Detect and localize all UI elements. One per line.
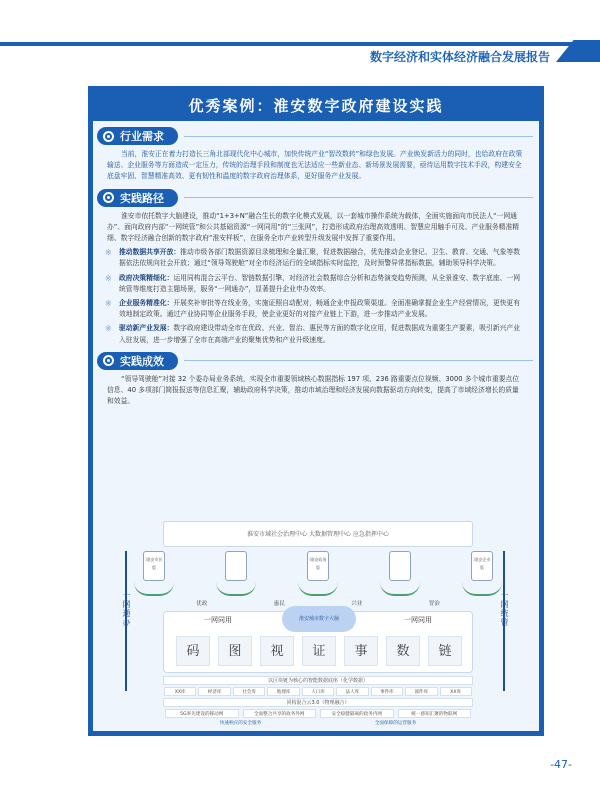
- target-icon: [103, 192, 114, 203]
- bullet-title: 企业服务精准化：: [119, 299, 174, 308]
- service-label: 全面保障的运营服务: [374, 721, 417, 726]
- report-title: 数字经济和实体经济融合发展报告: [369, 50, 550, 64]
- bullet-text: 开展奖补审批等在线业务，实施证照自动配对，畅通企业申报政策渠道。全面准确掌握企业生产经营情况，更快更有效地制定政策。通过产业协同等企业服务手段，使企业更好的对接产业链上下游，进一步推动产业发展。: [119, 299, 521, 319]
- bullet-text: 推动市级各部门数据资源目录梳理和全量汇聚，促进数据融合，优先推动企业登记、卫生、教育、交通、气象等数据依法依规向社会开放；通过“领导驾驶舱”对全市经济运行的全域指标实时监控，及时预警异常指标数据，辅助领导科学决策。: [119, 248, 521, 268]
- domain-label: 智治: [428, 601, 440, 607]
- library-item: 地理库: [267, 687, 299, 696]
- phone-label: i淮安企业版: [473, 557, 491, 570]
- library-item: XX库: [164, 687, 196, 696]
- right-label: 一网同用: [404, 616, 432, 624]
- app-phones: [143, 551, 493, 597]
- section-pill: [97, 127, 178, 145]
- capability-char: 数: [386, 636, 420, 666]
- cloud-icon: 淮安城市数字大脑: [282, 606, 356, 632]
- phone-icon: [471, 551, 493, 581]
- target-icon: [103, 355, 114, 366]
- domain-label: 兴业: [351, 601, 363, 607]
- side-left: [107, 551, 147, 691]
- case-frame: [88, 86, 544, 736]
- page-number: -47-: [550, 758, 572, 771]
- section-result-header: [97, 352, 539, 370]
- network-item: 统一感知汇聚的物联网: [398, 709, 472, 718]
- data-platform: 以区块链为核心的智能数据底座（化学数据）: [163, 676, 473, 685]
- case-title: 优秀案例：淮安数字政府建设实践: [93, 91, 539, 121]
- page-header: [0, 0, 600, 62]
- data-libraries: [163, 687, 473, 696]
- network-item: 全面整合共享的政务外网: [243, 709, 317, 718]
- result-paragraph: “领导驾驶舱”对接 32 个委办局业务系统，实现全市重要领域核心数据指标 197 项、236 路重要点位视频、3000 多个城市重要点位信息、40 多项部门简报报送等信息汇聚，辅助政府科学决策，推动市域治理和经济发展向数据驱动方向转变，提高了市域经济增长的质量和效益。: [107, 374, 520, 406]
- library-item: 人口库: [302, 687, 334, 696]
- bullet-mark: ※: [105, 248, 112, 258]
- library-item: 事件库: [371, 687, 403, 696]
- service-label: 快速响应的安全服务: [219, 721, 262, 726]
- tree-icon: [380, 582, 420, 596]
- bullet-title: 驱动新产业发展：: [119, 324, 174, 333]
- bullet-title: 推动数据共享开放：: [119, 248, 181, 257]
- bullet-mark: ※: [105, 273, 112, 283]
- tree-icon: [298, 582, 338, 596]
- capability-char: 证: [302, 636, 336, 666]
- left-label: 一网同用: [204, 616, 232, 624]
- bullet-text: 数字政府建设带动全市在优政、兴业、智治、惠民等方面的数字化应用，促进数据成为重要生产要素，吸引新兴产业入驻发展，进一步增强了全市在高端产业的聚集优势和产业升级速度。: [119, 324, 521, 344]
- divider: [184, 360, 533, 361]
- path-bullet: [93, 270, 539, 295]
- section-need-header: [97, 127, 539, 145]
- capability-char: 图: [218, 636, 252, 666]
- path-bullet: [93, 244, 539, 269]
- capability-char: 视: [260, 636, 294, 666]
- capability-chars: [176, 636, 462, 666]
- section-need-title: 行业需求: [120, 130, 164, 143]
- divider: [184, 197, 533, 198]
- need-paragraph: 当前，淮安正在着力打造长三角北部现代化中心城市，加快传统产业“智改数转”和绿色发展。产业焕发新活力的同时，也给政府在政策输送、企业服务等方面造成一定压力，传统的治理手段和制度也无法适应一些新业态、新场景发展需要，亟待运用数字技术手段，构建安全底盘牢固、智慧精准高效、更有韧性和温度的数字政府治理体系，更好服务产业发展。: [107, 150, 523, 181]
- cloud-platform: 同构混合云3.0（物理融合）: [163, 698, 473, 707]
- section-path-header: [97, 189, 539, 207]
- library-item: XX库: [440, 687, 472, 696]
- library-item: 经济库: [198, 687, 230, 696]
- tree-icon: [134, 582, 174, 596]
- domain-label: 惠民: [273, 601, 285, 607]
- side-right-label: 一网统管: [500, 591, 509, 627]
- target-icon: [103, 131, 114, 142]
- network-item: 安全稳健隔离的政务内网: [320, 709, 394, 718]
- domain-label: 优政: [196, 601, 208, 607]
- section-path-title: 实践路径: [120, 191, 164, 205]
- library-item: 部件库: [405, 687, 437, 696]
- library-item: 法人库: [336, 687, 368, 696]
- section-result-title: 实践成效: [120, 354, 164, 368]
- section-pill: [97, 352, 178, 370]
- capability-char: 链: [428, 636, 462, 666]
- phone-icon: [389, 551, 411, 581]
- bullet-mark: ※: [105, 324, 112, 334]
- header-band: [0, 42, 600, 46]
- phone-icon: [307, 551, 329, 581]
- architecture-diagram: [103, 521, 529, 726]
- service-labels: [163, 720, 473, 727]
- case-body: [93, 91, 539, 731]
- bullet-mark: ※: [105, 299, 112, 309]
- capability-char: 码: [176, 636, 210, 666]
- capability-char: 事: [344, 636, 378, 666]
- command-centers: 淮安市域社会治理中心 大数据管理中心 应急指挥中心: [163, 521, 473, 547]
- city-brain-panel: [163, 611, 473, 673]
- network-layer: [163, 709, 473, 718]
- phone-label: i淮安政务版: [309, 557, 327, 570]
- divider: [184, 136, 533, 137]
- phone-icon: [225, 551, 247, 581]
- section-pill: [97, 189, 178, 207]
- tree-icon: [216, 582, 256, 596]
- phone-label: i淮安市民版: [145, 557, 163, 570]
- library-item: 社会库: [233, 687, 265, 696]
- path-bullet: [93, 295, 539, 320]
- bullet-title: 政府决策精细化：: [119, 273, 174, 282]
- phone-icon: [143, 551, 165, 581]
- path-intro: 淮安市依托数字大脑建设，推动“1+3+N”融合生长的数字化模式发展，以一套城市操作系统为载体，全面实施面向市民法人“一网通办”、面向政府内部“一网统管”和公共基础资源“一网同用”的“三张网”，打造形成政府治理高效透明、智慧应用触手可及、产业服务精准精细、数字经济融合创新的数字政府“淮安样板”，在服务全市产业转型升级发展中发挥了重要作用。: [107, 211, 520, 243]
- bullet-text: 运用同构混合云平台、智链数据引擎，对经济社会数据综合分析和态势演变趋势预测，从全景淮安、数字底座、一网统管等维度打造主题场景，服务“一网通办”，显著提升企业申办效率。: [119, 273, 521, 293]
- side-left-label: 一网通办: [122, 591, 131, 627]
- network-item: 5G率先建设的移动网: [165, 709, 239, 718]
- path-bullet: [93, 320, 539, 345]
